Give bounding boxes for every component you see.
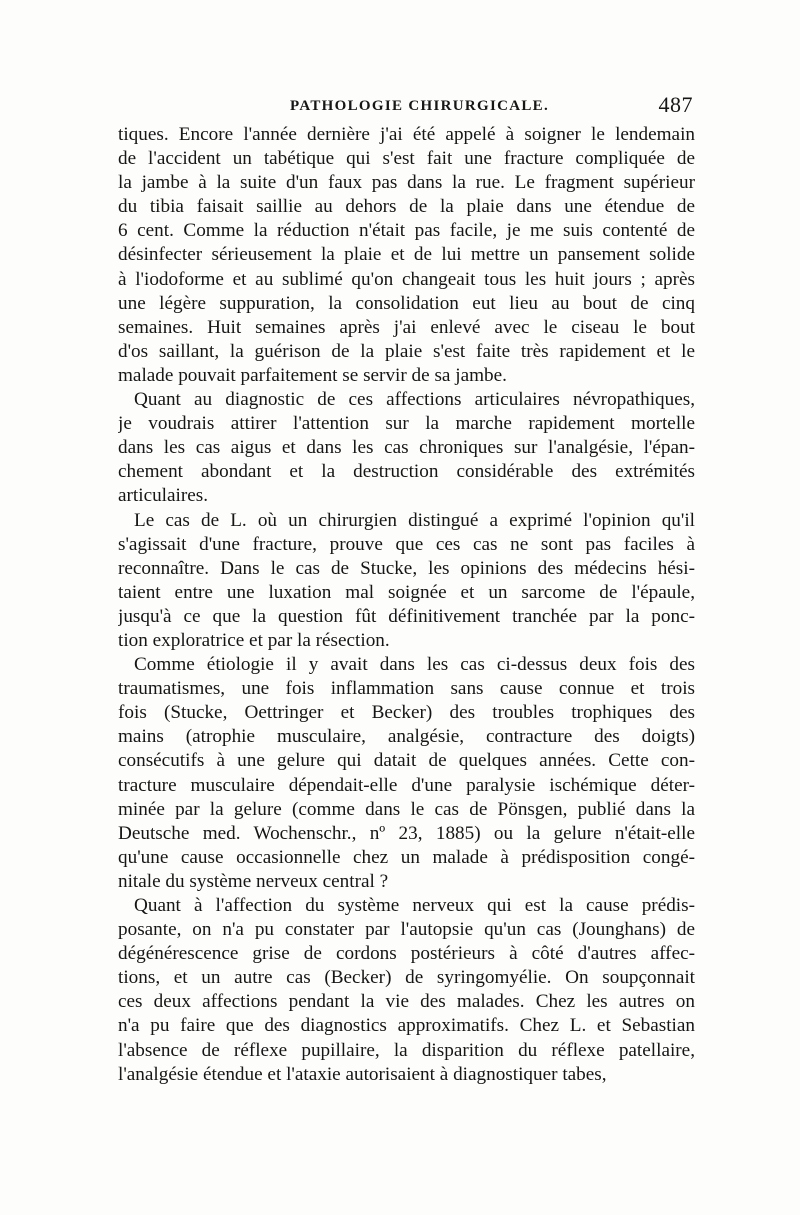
- text-line: dans les cas aigus et dans les cas chroniques sur l'analgésie, l'épan-: [118, 437, 695, 459]
- text-line: tion exploratrice et par la résection.: [118, 629, 390, 651]
- text-line: minée par la gelure (comme dans le cas de Pönsgen, publié dans la: [118, 798, 695, 820]
- text-line: reconnaître. Dans le cas de Stucke, les opinions des médecins hési-: [118, 557, 695, 579]
- text-line: de l'accident un tabétique qui s'est fait une fracture compliquée de: [118, 148, 695, 170]
- text-line: n'a pu faire que des diagnostics approximatifs. Chez L. et Sebastian: [118, 1015, 695, 1037]
- text-line: articulaires.: [118, 485, 209, 507]
- text-line: Deutsche med. Wochenschr., nº 23, 1885) ou la gelure n'était-elle: [118, 822, 695, 844]
- text-line: je voudrais attirer l'attention sur la marche rapidement mortelle: [118, 413, 695, 435]
- text-line: l'analgésie étendue et l'ataxie autorisaient à diagnostiquer tabes,: [118, 1063, 607, 1085]
- text-line: s'agissait d'une fracture, prouve que ces cas ne sont pas faciles à: [118, 533, 695, 555]
- text-line: Quant au diagnostic de ces affections articulaires névropathiques,: [134, 389, 695, 411]
- text-line: traumatismes, une fois inflammation sans cause connue et trois: [118, 678, 695, 700]
- page-number: 487: [658, 92, 693, 117]
- text-line: mains (atrophie musculaire, analgésie, contracture des doigts): [118, 726, 695, 748]
- text-line: l'absence de réflexe pupillaire, la disparition du réflexe patellaire,: [118, 1039, 695, 1061]
- text-line: jusqu'à ce que la question fût définitivement tranchée par la ponc-: [118, 605, 695, 627]
- text-line: à l'iodoforme et au sublimé qu'on changeait tous les huit jours ; après: [118, 268, 695, 290]
- running-head: [118, 92, 693, 122]
- text-line: nitale du système nerveux central ?: [118, 870, 389, 892]
- text-line: consécutifs à une gelure qui datait de quelques années. Cette con-: [118, 750, 695, 772]
- text-line: Le cas de L. où un chirurgien distingué a exprimé l'opinion qu'il: [134, 509, 695, 531]
- body-text: [118, 123, 695, 1087]
- text-line: une légère suppuration, la consolidation eut lieu au bout de cinq: [118, 292, 695, 314]
- paragraph: [118, 653, 695, 894]
- text-line: tracture musculaire dépendait-elle d'une paralysie ischémique déter-: [118, 774, 695, 796]
- text-line: Comme étiologie il y avait dans les cas ci-dessus deux fois des: [134, 654, 695, 676]
- text-line: du tibia faisait saillie au dehors de la plaie dans une étendue de: [118, 196, 695, 218]
- paragraph: [118, 509, 695, 654]
- text-line: malade pouvait parfaitement se servir de sa jambe.: [118, 364, 507, 386]
- text-line: d'os saillant, la guérison de la plaie s'est faite très rapidement et le: [118, 340, 695, 362]
- text-line: semaines. Huit semaines après j'ai enlevé avec le ciseau le bout: [118, 316, 695, 338]
- text-line: 6 cent. Comme la réduction n'était pas facile, je me suis contenté de: [118, 220, 695, 242]
- running-title: PATHOLOGIE CHIRURGICALE.: [290, 98, 550, 114]
- text-line: dégénérescence grise de cordons postérieurs à côté d'autres affec-: [118, 943, 695, 965]
- paragraph: [118, 123, 695, 388]
- text-line: la jambe à la suite d'un faux pas dans la rue. Le fragment supérieur: [118, 172, 695, 194]
- paragraph: [118, 894, 695, 1087]
- text-line: Quant à l'affection du système nerveux qui est la cause prédis-: [134, 895, 695, 916]
- text-line: tions, et un autre cas (Becker) de syringomyélie. On soupçonnait: [118, 967, 695, 989]
- text-line: fois (Stucke, Oettringer et Becker) des troubles trophiques des: [118, 702, 695, 724]
- text-line: tiques. Encore l'année dernière j'ai été appelé à soigner le lendemain: [118, 124, 695, 145]
- text-line: posante, on n'a pu constater par l'autopsie qu'un cas (Jounghans) de: [118, 919, 695, 941]
- text-line: taient entre une luxation mal soignée et un sarcome de l'épaule,: [118, 581, 695, 603]
- text-line: désinfecter sérieusement la plaie et de lui mettre un pansement solide: [118, 244, 695, 266]
- paragraph: [118, 388, 695, 508]
- text-line: ces deux affections pendant la vie des malades. Chez les autres on: [118, 991, 695, 1013]
- text-line: chement abondant et la destruction considérable des extrémités: [118, 461, 695, 483]
- text-line: qu'une cause occasionnelle chez un malade à prédisposition congé-: [118, 846, 695, 868]
